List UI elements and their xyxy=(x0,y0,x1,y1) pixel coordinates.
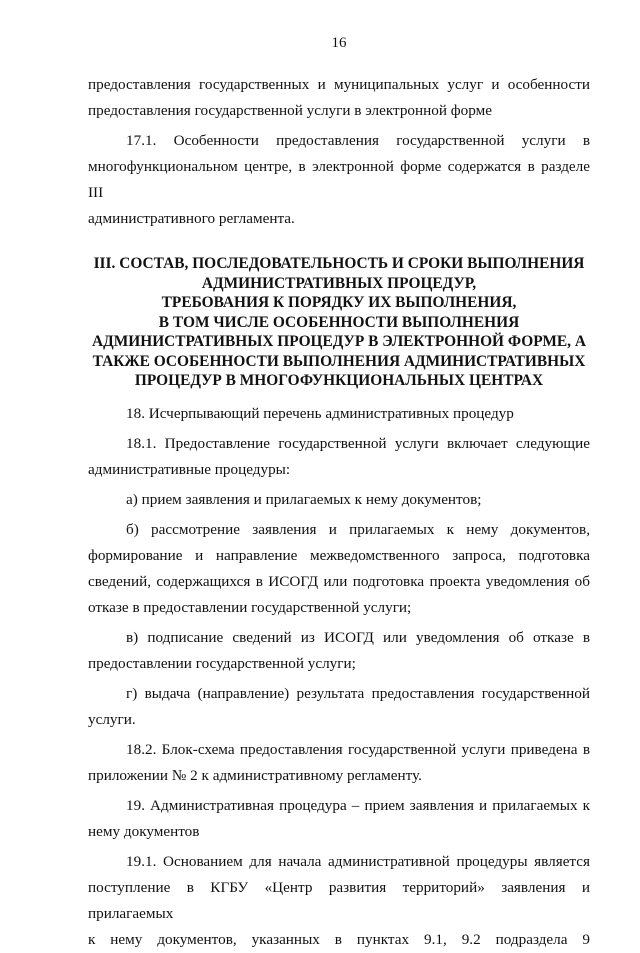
paragraph-19-1-line: к нему документов, указанных в пунктах 9.1, 9.2 подраздела 9 xyxy=(88,930,590,948)
paragraph-19-line: нему документов xyxy=(88,822,200,840)
section-heading-line: АДМИНИСТРАТИВНЫХ ПРОЦЕДУР, xyxy=(201,274,477,292)
paragraph-19-line: 19. Административная процедура – прием заявления и прилагаемых к xyxy=(126,796,590,814)
list-item-b-line: сведений, содержащихся в ИСОГД или подготовка проекта уведомления об xyxy=(88,572,590,590)
paragraph-17-1-line: многофункциональном центре, в электронной форме содержатся в разделе III xyxy=(88,158,590,201)
section-heading-line: ПРОЦЕДУР В МНОГОФУНКЦИОНАЛЬНЫХ ЦЕНТРАХ xyxy=(134,372,544,389)
list-item-v-line: в) подписание сведений из ИСОГД или уведомления об отказе в xyxy=(126,628,590,646)
list-item-b-line: отказе в предоставлении государственной услуги; xyxy=(88,598,412,616)
paragraph-19-1-line: поступление в КГБУ «Центр развития территорий» заявления и прилагаемых xyxy=(88,878,590,922)
section-heading-line: В ТОМ ЧИСЛЕ ОСОБЕННОСТИ ВЫПОЛНЕНИЯ xyxy=(158,313,520,331)
section-heading-line: АДМИНИСТРАТИВНЫХ ПРОЦЕДУР В ЭЛЕКТРОННОЙ ФОРМЕ, А xyxy=(92,333,586,350)
paragraph-line: предоставления государственной услуги в электронной форме xyxy=(88,102,492,119)
section-heading-line: ТАКЖЕ ОСОБЕННОСТИ ВЫПОЛНЕНИЯ АДМИНИСТРАТИВНЫХ xyxy=(92,352,586,370)
list-item-g-line: г) выдача (направление) результата предоставления государственной xyxy=(126,684,590,702)
paragraph-18-2-line: приложении № 2 к административному регламенту. xyxy=(88,766,422,784)
paragraph-18: 18. Исчерпывающий перечень административных процедур xyxy=(126,404,514,422)
paragraph-17-1-line: 17.1. Особенности предоставления государственной услуги в xyxy=(126,132,590,149)
section-heading-line: III. СОСТАВ, ПОСЛЕДОВАТЕЛЬНОСТЬ И СРОКИ ВЫПОЛНЕНИЯ xyxy=(93,255,585,272)
list-item-g-line: услуги. xyxy=(88,710,136,728)
paragraph-line: предоставления государственных и муниципальных услуг и особенности xyxy=(88,76,590,93)
paragraph-19-1-line: 19.1. Основанием для начала административной процедуры является xyxy=(126,852,590,870)
page-number: 16 xyxy=(331,35,347,51)
list-item-v-line: предоставлении государственной услуги; xyxy=(88,654,356,672)
paragraph-18-1-line: 18.1. Предоставление государственной услуги включает следующие xyxy=(126,434,590,452)
list-item-b-line: формирование и направление межведомственного запроса, подготовка xyxy=(88,546,590,564)
paragraph-18-1-line: административные процедуры: xyxy=(88,460,291,478)
paragraph-17-1-line: административного регламента. xyxy=(88,210,295,227)
section-heading xyxy=(88,254,590,391)
paragraph-18-2-line: 18.2. Блок-схема предоставления государственной услуги приведена в xyxy=(126,740,590,758)
list-item-b-line: б) рассмотрение заявления и прилагаемых к нему документов, xyxy=(126,520,590,538)
section-heading-line: ТРЕБОВАНИЯ К ПОРЯДКУ ИХ ВЫПОЛНЕНИЯ, xyxy=(161,294,517,311)
list-item-a: а) прием заявления и прилагаемых к нему документов; xyxy=(126,490,482,508)
